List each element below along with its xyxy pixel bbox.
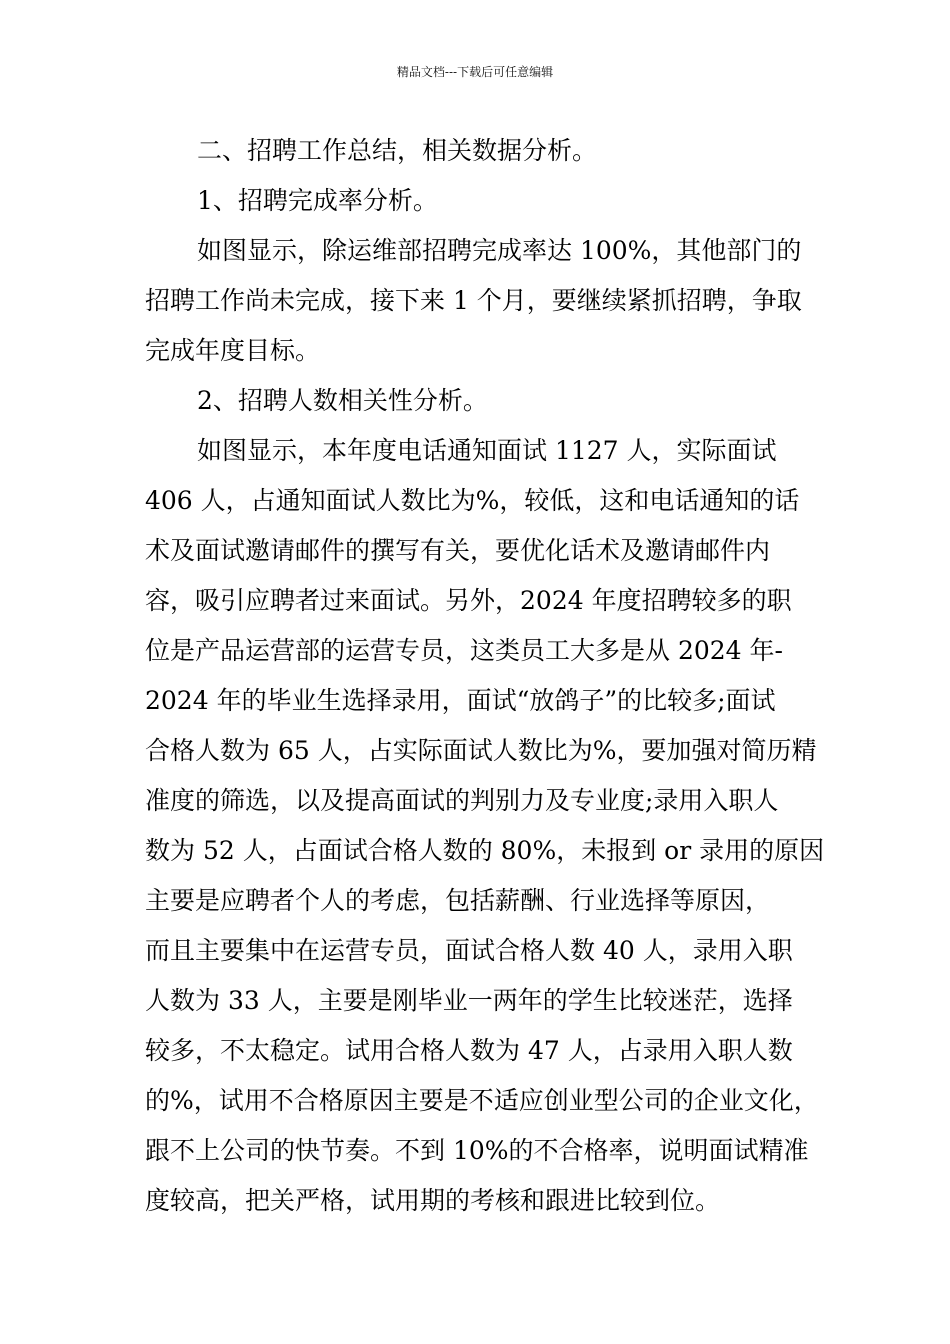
paragraph-line: 容，吸引应聘者过来面试。另外，2024 年度招聘较多的职 — [145, 586, 792, 615]
paragraph-line: 而且主要集中在运营专员，面试合格人数 40 人，录用入职 — [145, 936, 793, 965]
paragraph-line: 度较高，把关严格，试用期的考核和跟进比较到位。 — [145, 1186, 721, 1215]
paragraph-line: 如图显示，除运维部招聘完成率达 100%，其他部门的 — [197, 236, 802, 265]
paragraph-line: 主要是应聘者个人的考虑，包括薪酬、行业选择等原因， — [145, 886, 771, 915]
paragraph-line: 完成年度目标。 — [145, 336, 321, 365]
section-heading: 二、招聘工作总结，相关数据分析。 — [197, 136, 598, 165]
paragraph-line: 跟不上公司的快节奏。不到 10%的不合格率，说明面试精准 — [145, 1136, 809, 1165]
paragraph-line: 准度的筛选，以及提高面试的判别力及专业度;录用入职人 — [145, 786, 779, 815]
paragraph-line: 的%，试用不合格原因主要是不适应创业型公司的企业文化， — [145, 1086, 819, 1115]
paragraph-line: 数为 52 人，占面试合格人数的 80%，未报到 or 录用的原因 — [145, 836, 825, 865]
paragraph-line: 合格人数为 65 人，占实际面试人数比为%，要加强对简历精 — [145, 736, 817, 765]
paragraph-line: 如图显示，本年度电话通知面试 1127 人，实际面试 — [197, 436, 777, 465]
paragraph-line: 较多，不太稳定。试用合格人数为 47 人，占录用入职人数 — [145, 1036, 793, 1065]
paragraph-line: 术及面试邀请邮件的撰写有关，要优化话术及邀请邮件内 — [145, 536, 771, 565]
subsection-heading: 2、招聘人数相关性分析。 — [197, 386, 488, 415]
subsection-heading: 1、招聘完成率分析。 — [197, 186, 438, 215]
page-header: 精品文档---下载后可任意编辑 — [396, 65, 554, 79]
paragraph-line: 406 人，占通知面试人数比为%，较低，这和电话通知的话 — [145, 486, 800, 515]
paragraph-line: 2024 年的毕业生选择录用，面试“放鸽子”的比较多;面试 — [145, 686, 776, 715]
paragraph-line: 位是产品运营部的运营专员，这类员工大多是从 2024 年- — [145, 636, 783, 665]
paragraph-line: 人数为 33 人，主要是刚毕业一两年的学生比较迷茫，选择 — [145, 986, 793, 1015]
paragraph-line: 招聘工作尚未完成，接下来 1 个月，要继续紧抓招聘，争取 — [145, 286, 802, 315]
